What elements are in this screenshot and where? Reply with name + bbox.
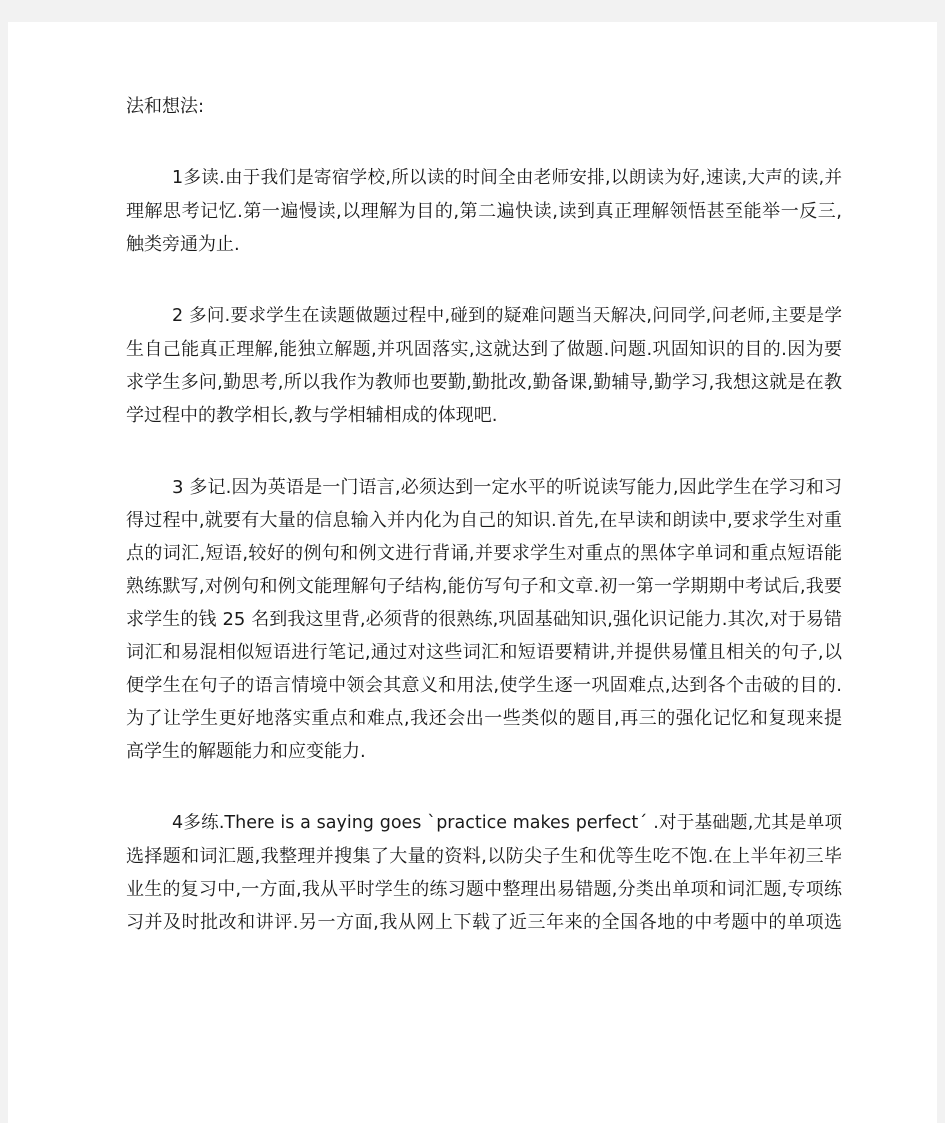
paragraph-3 [126, 471, 842, 768]
paragraph-line: 4多练.There is a saying goes ˋpractice makes perfectˊ .对于基础题,尤其是单项 [172, 813, 842, 833]
paragraph-line: 生自己能真正理解,能独立解题,并巩固落实,这就达到了做题.问题.巩固知识的目的.因为要 [126, 339, 842, 360]
heading-line: 法和想法: [126, 96, 205, 117]
paragraph-line: 熟练默写,对例句和例文能理解句子结构,能仿写句子和文章.初一第一学期期中考试后,我要 [126, 576, 842, 597]
paragraph-line: 2 多问.要求学生在读题做题过程中,碰到的疑难问题当天解决,问同学,问老师,主要是学 [172, 306, 842, 326]
paragraph-line: 高学生的解题能力和应变能力. [126, 741, 366, 762]
paragraph-4 [126, 807, 842, 939]
paragraph-line: 触类旁通为止. [126, 234, 240, 255]
paragraph-line: 1多读.由于我们是寄宿学校,所以读的时间全由老师安排,以朗读为好,速读,大声的读,并 [172, 168, 842, 188]
paragraph-line: 点的词汇,短语,较好的例句和例文进行背诵,并要求学生对重点的黑体字单词和重点短语能 [126, 543, 842, 564]
paragraph-line: 3 多记.因为英语是一门语言,必须达到一定水平的听说读写能力,因此学生在学习和习 [172, 477, 842, 498]
document-body [126, 90, 842, 978]
paragraph-line: 求学生的钱 25 名到我这里背,必须背的很熟练,巩固基础知识,强化识记能力.其次,对于易错 [126, 609, 842, 630]
paragraph-line: 为了让学生更好地落实重点和难点,我还会出一些类似的题目,再三的强化记忆和复现来提 [126, 708, 842, 729]
paragraph-line: 便学生在句子的语言情境中领会其意义和用法,使学生逐一巩固难点,达到各个击破的目的. [126, 675, 842, 696]
paragraph-line: 习并及时批改和讲评.另一方面,我从网上下载了近三年来的全国各地的中考题中的单项选 [126, 912, 842, 933]
paragraph-1 [126, 162, 842, 261]
paragraph-line: 选择题和词汇题,我整理并搜集了大量的资料,以防尖子生和优等生吃不饱.在上半年初三毕 [126, 846, 842, 867]
paragraph-line: 词汇和易混相似短语进行笔记,通过对这些词汇和短语要精讲,并提供易懂且相关的句子,以 [126, 642, 842, 663]
paragraph-2 [126, 300, 842, 432]
paragraph-line: 业生的复习中,一方面,我从平时学生的练习题中整理出易错题,分类出单项和词汇题,专项练 [126, 879, 842, 900]
paragraph-line: 理解思考记忆.第一遍慢读,以理解为目的,第二遍快读,读到真正理解领悟甚至能举一反三, [126, 201, 842, 222]
paragraph-line: 学过程中的教学相长,教与学相辅相成的体现吧. [126, 405, 498, 426]
document-page [8, 22, 937, 1123]
paragraph-line: 求学生多问,勤思考,所以我作为教师也要勤,勤批改,勤备课,勤辅导,勤学习,我想这就是在教 [126, 372, 842, 393]
paragraph-line: 得过程中,就要有大量的信息输入并内化为自己的知识.首先,在早读和朗读中,要求学生对重 [126, 510, 842, 531]
